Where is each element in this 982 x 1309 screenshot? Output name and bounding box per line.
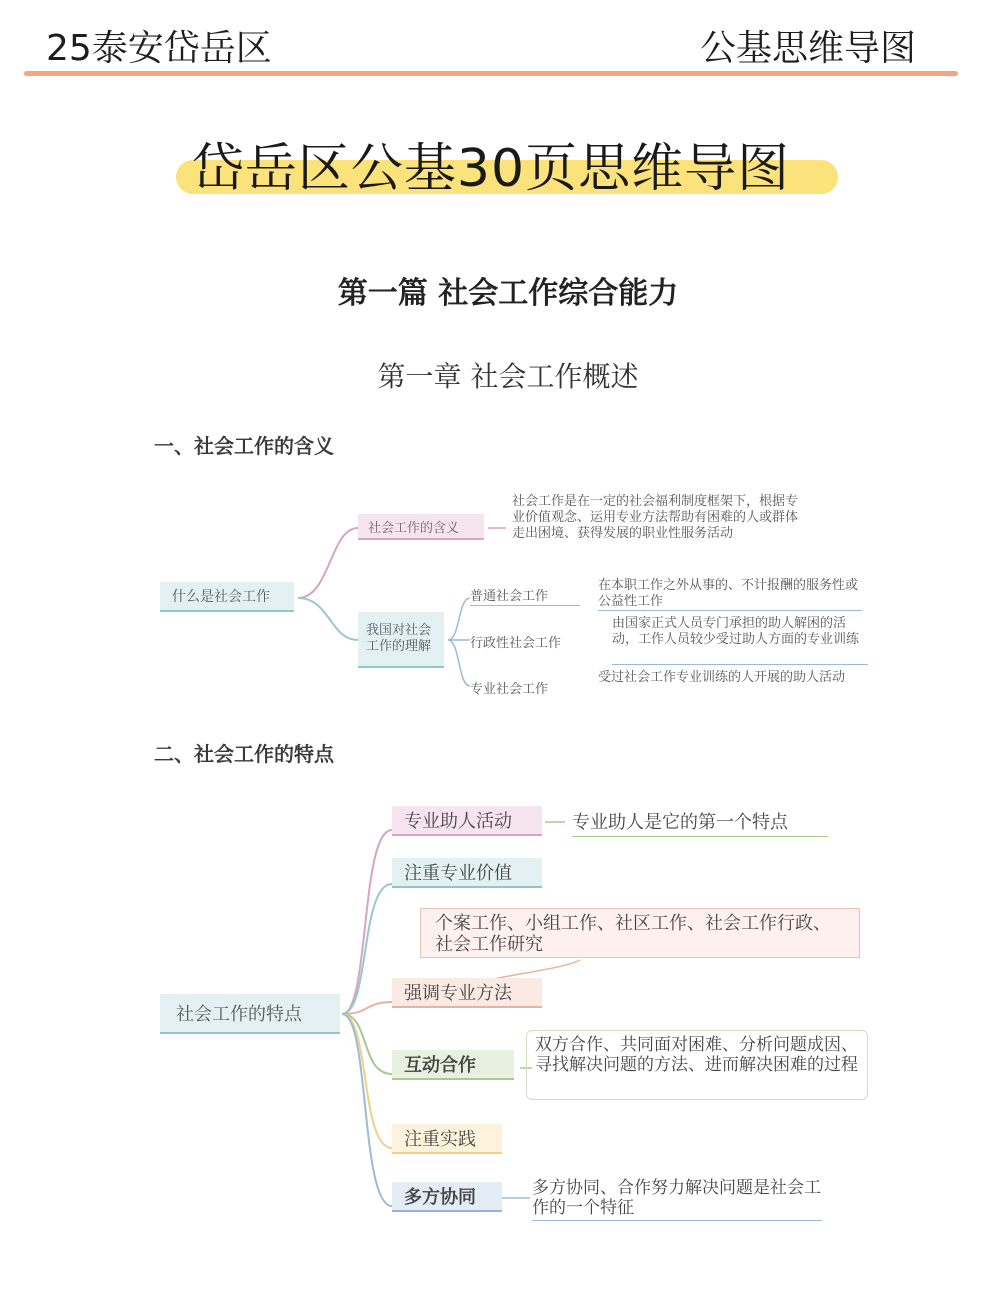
feature-professional-methods: 强调专业方法 (392, 978, 542, 1008)
branch-professional-text: 受过社会工作专业训练的人开展的助人活动 (598, 670, 846, 685)
section2-heading: 二、社会工作的特点 (154, 742, 334, 766)
feature-practice: 注重实践 (392, 1124, 502, 1154)
branch-administrative: 行政性社会工作 (470, 635, 562, 651)
branch-professional: 专业社会工作 (470, 681, 549, 697)
header-left: 25泰安岱岳区 (46, 28, 272, 69)
feature-collaboration-text: 多方协同、合作努力解决问题是社会工作的一个特征 (532, 1178, 822, 1221)
section2-root: 社会工作的特点 (160, 994, 340, 1034)
feature-professional-help: 专业助人活动 (392, 806, 542, 836)
understanding-node: 我国对社会工作的理解 (358, 612, 444, 668)
feature-interaction: 互动合作 (392, 1050, 514, 1080)
feature-methods-text: 个案工作、小组工作、社区工作、社会工作行政、社会工作研究 (420, 908, 860, 958)
branch-ordinary: 普通社会工作 (470, 584, 580, 606)
branch-ordinary-text: 在本职工作之外从事的、不计报酬的服务性或公益性工作 (598, 578, 862, 611)
feature-collaboration: 多方协同 (392, 1182, 502, 1212)
header-right: 公基思维导图 (699, 28, 916, 69)
chapter-title: 第一章 社会工作概述 (377, 360, 639, 393)
branch-administrative-text: 由国家正式人员专门承担的助人解困的活动，工作人员较少受过助人方面的专业训练 (612, 616, 868, 665)
feature-interaction-text: 双方合作、共同面对困难、分析问题成因、寻找解决问题的方法、进而解决困难的过程 (526, 1030, 868, 1100)
feature-professional-help-text: 专业助人是它的第一个特点 (572, 808, 828, 837)
page-title: 岱岳区公基30页思维导图 (191, 139, 791, 199)
section1-root: 什么是社会工作 (160, 582, 294, 612)
part-title: 第一篇 社会工作综合能力 (337, 276, 679, 311)
section1-heading: 一、社会工作的含义 (154, 434, 334, 458)
meaning-node: 社会工作的含义 (358, 514, 484, 540)
feature-professional-values: 注重专业价值 (392, 858, 542, 888)
meaning-text: 社会工作是在一定的社会福利制度框架下，根据专业价值观念、运用专业方法帮助有困难的人或群体走出困境、获得发展的职业性服务活动 (512, 494, 799, 541)
